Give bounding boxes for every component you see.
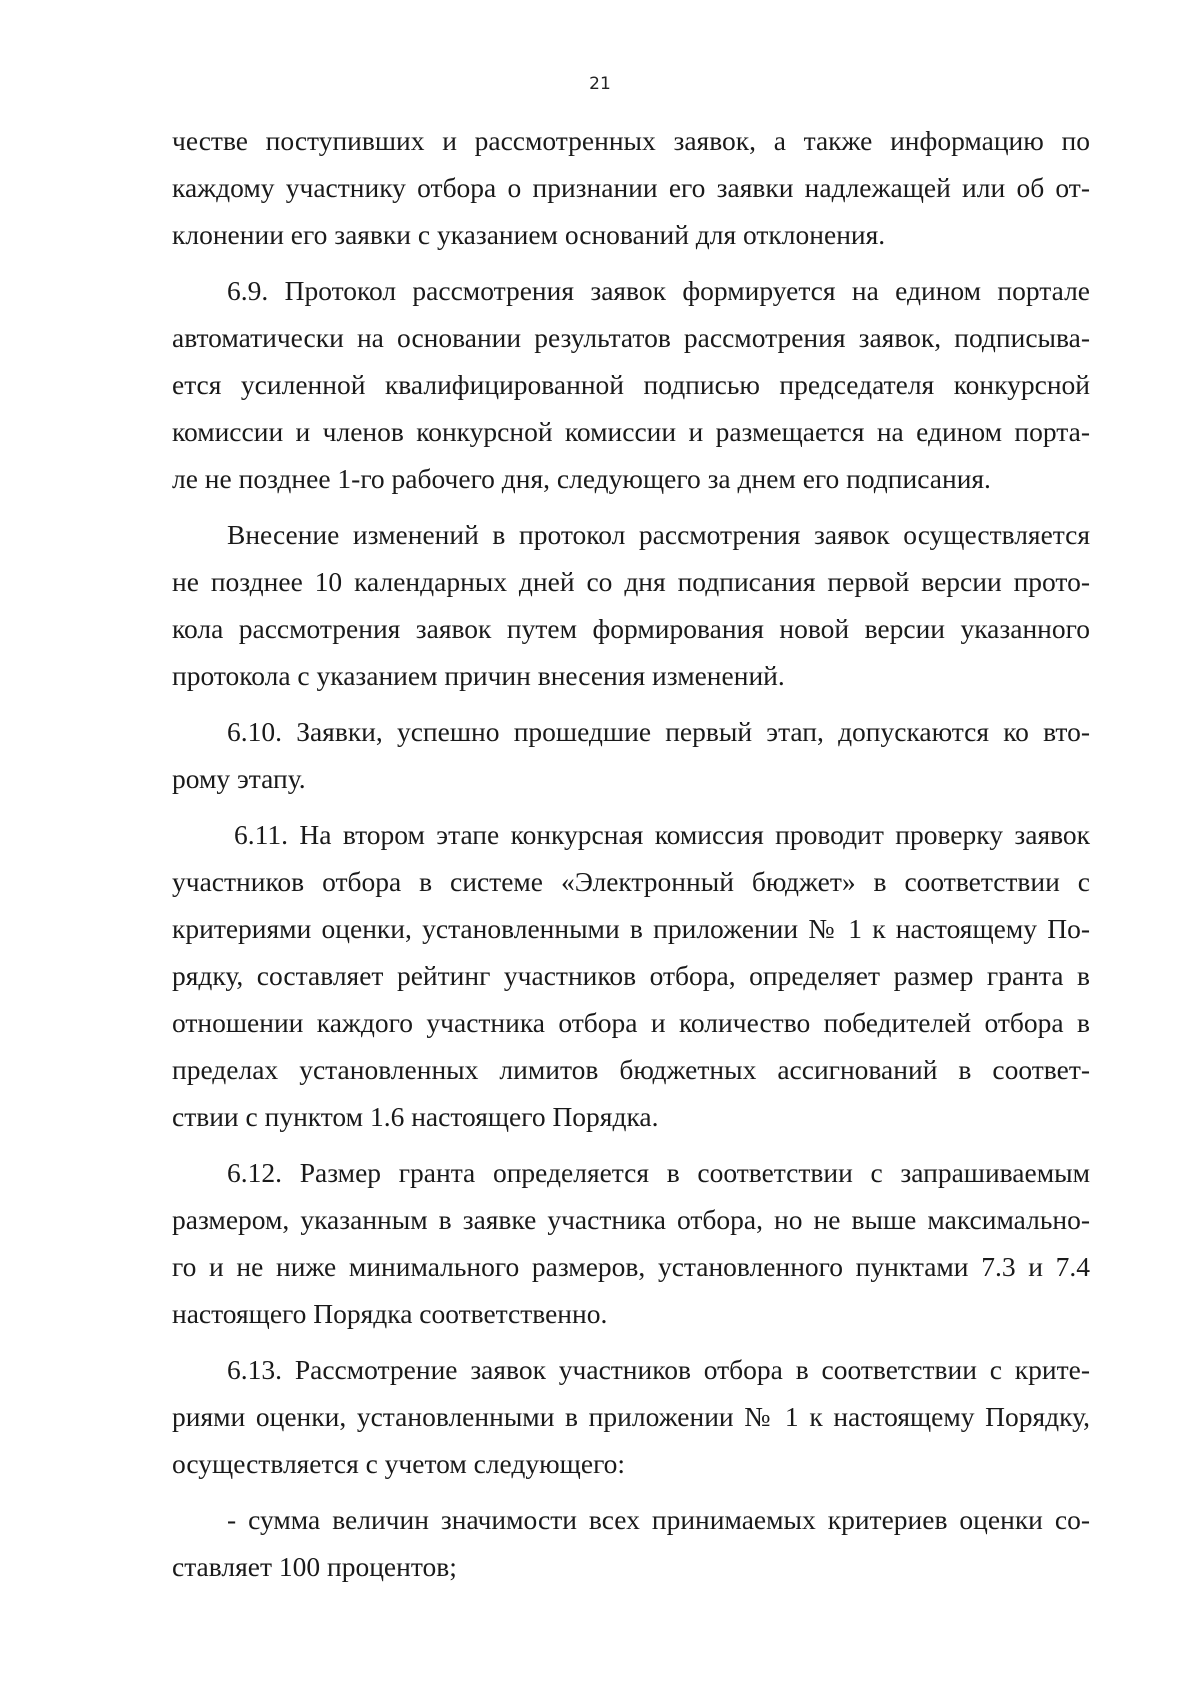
paragraph-line: ставляет 100 процентов; bbox=[172, 1551, 457, 1582]
page-number: 21 bbox=[589, 74, 611, 94]
paragraph-line: автоматически на основании результатов рассмотрения заявок, подписыва- bbox=[172, 322, 1090, 353]
paragraph-line: настоящего Порядка соответственно. bbox=[172, 1298, 608, 1329]
paragraph-line: клонении его заявки с указанием оснований для отклонения. bbox=[172, 219, 886, 250]
paragraph-line: протокола с указанием причин внесения изменений. bbox=[172, 660, 785, 691]
paragraph-line: го и не ниже минимального размеров, установленного пунктами 7.3 и 7.4 bbox=[172, 1251, 1090, 1282]
paragraph-line: отношении каждого участника отбора и количество победителей отбора в bbox=[172, 1007, 1090, 1038]
paragraph-line: честве поступивших и рассмотренных заявок, а также информацию по bbox=[172, 125, 1090, 156]
paragraph-line: рому этапу. bbox=[172, 763, 306, 794]
list-item-criteria-sum bbox=[172, 1496, 1090, 1590]
paragraph-line: ется усиленной квалифицированной подписью председателя конкурсной bbox=[172, 369, 1090, 400]
paragraph-line: осуществляется с учетом следующего: bbox=[172, 1448, 626, 1479]
paragraph-line: Внесение изменений в протокол рассмотрения заявок осуществляется bbox=[227, 519, 1090, 550]
paragraph-line: критериями оценки, установленными в приложении № 1 к настоящему По- bbox=[172, 913, 1090, 944]
paragraph-line: рядку, составляет рейтинг участников отбора, определяет размер гранта в bbox=[172, 960, 1090, 991]
paragraph-6-13 bbox=[172, 1346, 1090, 1487]
paragraph-6-9 bbox=[172, 267, 1090, 502]
paragraph-continuation bbox=[172, 117, 1090, 258]
paragraph-6-10 bbox=[172, 708, 1090, 802]
paragraph-line: - сумма величин значимости всех принимаемых критериев оценки со- bbox=[227, 1504, 1090, 1535]
paragraph-line: 6.12. Размер гранта определяется в соответствии с запрашиваемым bbox=[227, 1157, 1090, 1188]
paragraph-line: 6.11. На втором этапе конкурсная комиссия проводит проверку заявок bbox=[234, 819, 1090, 850]
paragraph-line: размером, указанным в заявке участника отбора, но не выше максимально- bbox=[172, 1204, 1090, 1235]
paragraph-line: пределах установленных лимитов бюджетных ассигнований в соответ- bbox=[172, 1054, 1090, 1085]
paragraph-6-11 bbox=[172, 811, 1090, 1140]
paragraph-line: 6.9. Протокол рассмотрения заявок формируется на едином портале bbox=[227, 275, 1090, 306]
paragraph-line: риями оценки, установленными в приложении № 1 к настоящему Порядку, bbox=[172, 1401, 1090, 1432]
paragraph-protocol-changes bbox=[172, 511, 1090, 699]
paragraph-line: 6.13. Рассмотрение заявок участников отбора в соответствии с крите- bbox=[227, 1354, 1090, 1385]
paragraph-line: 6.10. Заявки, успешно прошедшие первый этап, допускаются ко вто- bbox=[227, 716, 1090, 747]
paragraph-line: кола рассмотрения заявок путем формирования новой версии указанного bbox=[172, 613, 1090, 644]
paragraph-line: каждому участнику отбора о признании его заявки надлежащей или об от- bbox=[172, 172, 1090, 203]
paragraph-line: ле не позднее 1-го рабочего дня, следующего за днем его подписания. bbox=[172, 463, 991, 494]
paragraph-line: не позднее 10 календарных дней со дня подписания первой версии прото- bbox=[172, 566, 1090, 597]
paragraph-line: ствии с пунктом 1.6 настоящего Порядка. bbox=[172, 1101, 659, 1132]
paragraph-line: участников отбора в системе «Электронный бюджет» в соответствии с bbox=[172, 866, 1090, 897]
paragraph-line: комиссии и членов конкурсной комиссии и размещается на едином порта- bbox=[172, 416, 1090, 447]
document-body bbox=[172, 117, 1090, 1599]
paragraph-6-12 bbox=[172, 1149, 1090, 1337]
